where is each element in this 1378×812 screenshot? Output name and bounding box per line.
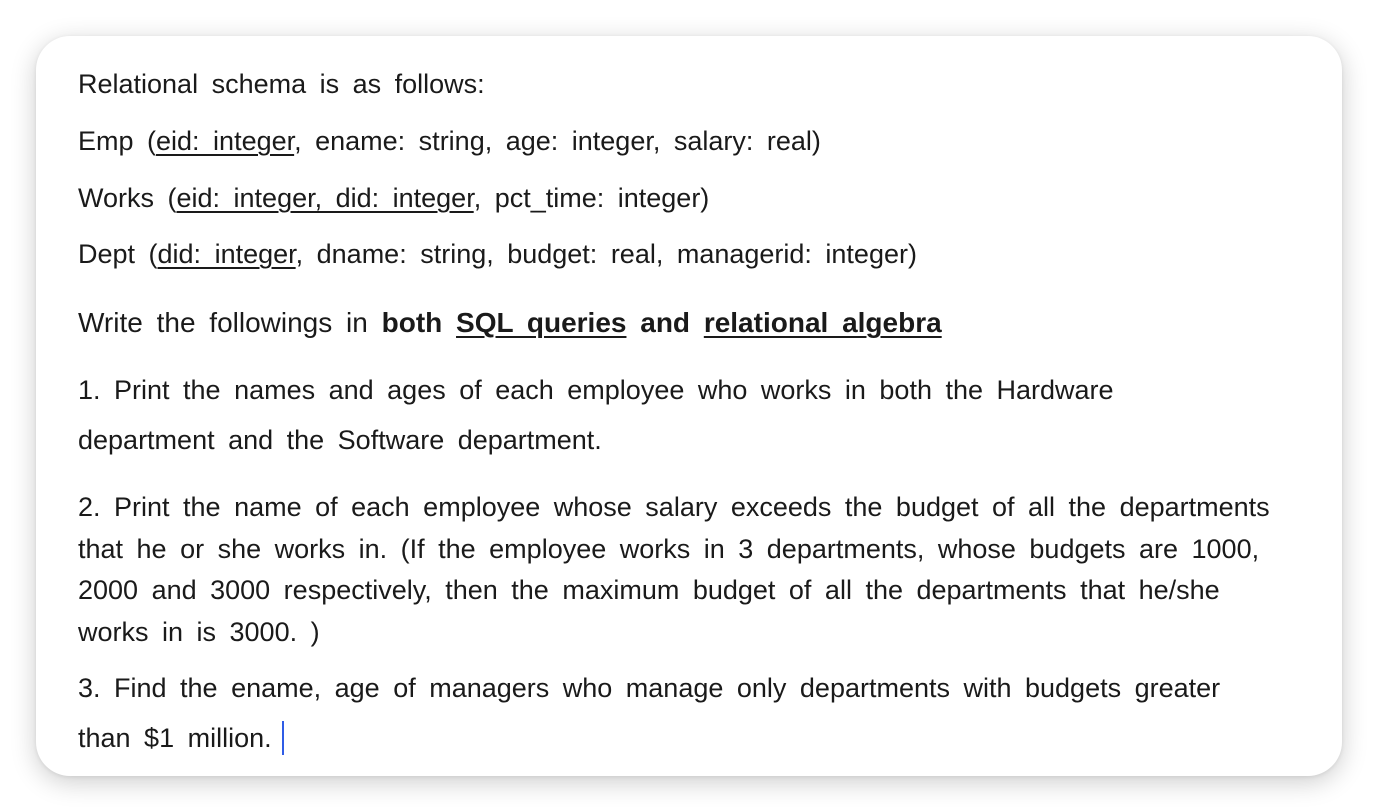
question-1: 1. Print the names and ages of each employee who works in both the Hardware department and the Software department. [78, 375, 1114, 455]
relation-name: Dept ( [78, 239, 158, 269]
document-card [36, 36, 1342, 776]
relation-attributes: , dname: string, budget: real, managerid: integer) [295, 239, 917, 269]
primary-key: did: integer [157, 239, 296, 269]
schema-works [78, 185, 709, 212]
emphasis-sql: SQL queries [456, 307, 627, 338]
emphasis-relational-algebra: relational algebra [703, 307, 942, 338]
emphasis-both: both [381, 307, 443, 338]
primary-key: eid: integer [156, 126, 295, 156]
emphasis-and: and [640, 307, 691, 338]
relation-attributes: , ename: string, age: integer, salary: real) [294, 126, 821, 156]
text-cursor [282, 721, 284, 755]
primary-key: eid: integer, did: integer [176, 183, 474, 213]
question-3: 3. Find the ename, age of managers who manage only departments with budgets greater than $1 million. [78, 673, 1221, 753]
question-2: 2. Print the name of each employee whose salary exceeds the budget of all the departments that he or she works in. (If the employee works in 3 departments, whose budgets are 1000, 2000 and 3000 respectively, then the maximum budget of all the departments that he/she works in is 3000. ) [78, 492, 1270, 647]
schema-emp [78, 128, 821, 155]
schema-dept [78, 241, 917, 268]
relation-name: Works ( [78, 183, 177, 213]
relation-attributes: , pct_time: integer) [473, 183, 710, 213]
instruction-line: Write the followings in both SQL queries and relational algebra [78, 307, 942, 338]
schema-heading: Relational schema is as follows: [78, 69, 485, 99]
relation-name: Emp ( [78, 126, 157, 156]
